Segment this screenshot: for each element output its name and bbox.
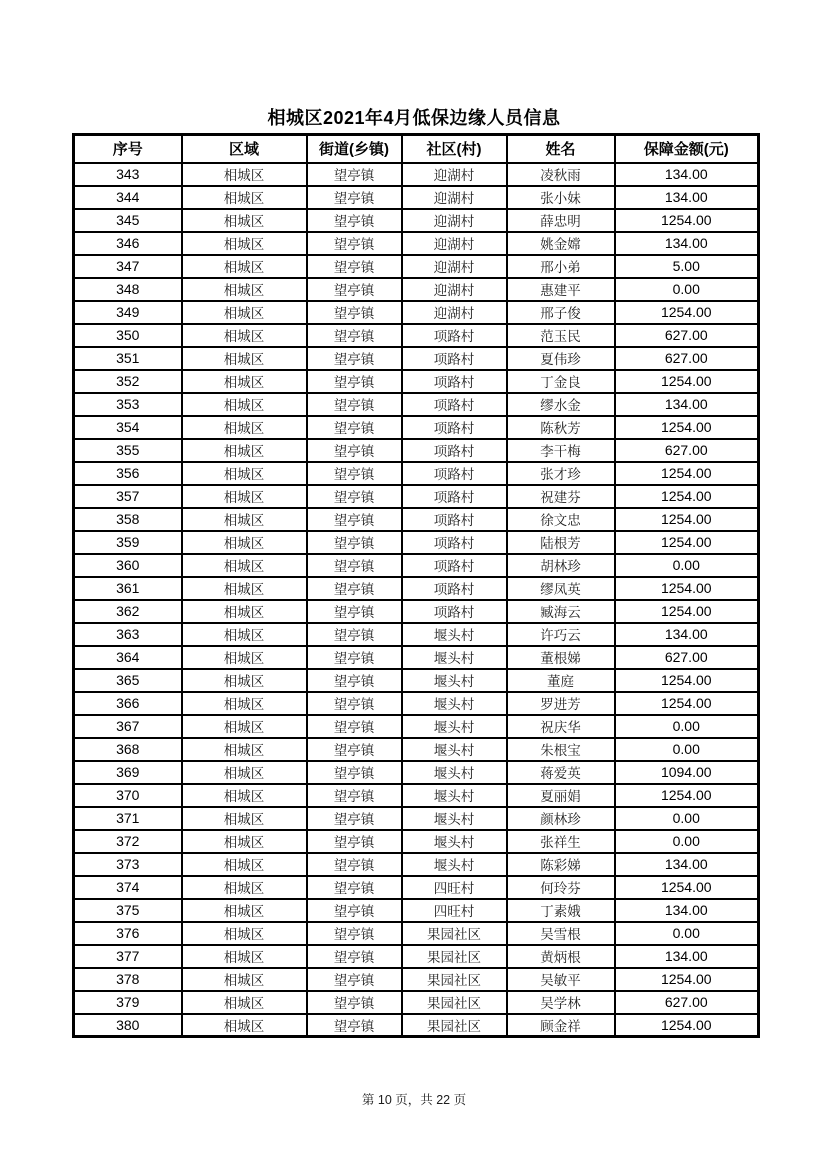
- page-title: 相城区2021年4月低保边缘人员信息: [267, 108, 561, 128]
- cell-name: 臧海云: [507, 600, 615, 623]
- cell-index: 345: [74, 209, 182, 232]
- cell-name: 凌秋雨: [507, 163, 615, 186]
- table-row: [74, 209, 759, 232]
- cell-village: 堰头村: [402, 784, 507, 807]
- cell-amount: 627.00: [615, 646, 759, 669]
- table-row: [74, 899, 759, 922]
- table-row: [74, 554, 759, 577]
- cell-village: 迎湖村: [402, 232, 507, 255]
- cell-amount: 1254.00: [615, 301, 759, 324]
- cell-region: 相城区: [182, 577, 307, 600]
- cell-index: 344: [74, 186, 182, 209]
- cell-village: 迎湖村: [402, 209, 507, 232]
- cell-amount: 134.00: [615, 623, 759, 646]
- cell-town: 望亭镇: [307, 623, 402, 646]
- cell-town: 望亭镇: [307, 554, 402, 577]
- table-row: [74, 623, 759, 646]
- cell-town: 望亭镇: [307, 968, 402, 991]
- table-row: [74, 968, 759, 991]
- cell-region: 相城区: [182, 623, 307, 646]
- cell-amount: 1254.00: [615, 508, 759, 531]
- cell-region: 相城区: [182, 370, 307, 393]
- cell-name: 邢小弟: [507, 255, 615, 278]
- cell-region: 相城区: [182, 508, 307, 531]
- cell-region: 相城区: [182, 232, 307, 255]
- cell-region: 相城区: [182, 830, 307, 853]
- cell-index: 352: [74, 370, 182, 393]
- cell-index: 365: [74, 669, 182, 692]
- cell-region: 相城区: [182, 324, 307, 347]
- cell-index: 370: [74, 784, 182, 807]
- cell-index: 373: [74, 853, 182, 876]
- cell-village: 果园社区: [402, 922, 507, 945]
- cell-amount: 0.00: [615, 807, 759, 830]
- cell-name: 许巧云: [507, 623, 615, 646]
- cell-amount: 0.00: [615, 738, 759, 761]
- cell-region: 相城区: [182, 531, 307, 554]
- table-row: [74, 577, 759, 600]
- cell-region: 相城区: [182, 991, 307, 1014]
- cell-index: 367: [74, 715, 182, 738]
- cell-town: 望亭镇: [307, 462, 402, 485]
- cell-town: 望亭镇: [307, 209, 402, 232]
- cell-village: 迎湖村: [402, 186, 507, 209]
- cell-index: 359: [74, 531, 182, 554]
- cell-name: 董庭: [507, 669, 615, 692]
- table-row: [74, 853, 759, 876]
- cell-index: 356: [74, 462, 182, 485]
- cell-village: 项路村: [402, 370, 507, 393]
- cell-region: 相城区: [182, 439, 307, 462]
- cell-region: 相城区: [182, 255, 307, 278]
- cell-region: 相城区: [182, 669, 307, 692]
- cell-name: 夏伟珍: [507, 347, 615, 370]
- cell-amount: 0.00: [615, 830, 759, 853]
- cell-index: 349: [74, 301, 182, 324]
- table-row: [74, 807, 759, 830]
- cell-amount: 134.00: [615, 853, 759, 876]
- cell-village: 项路村: [402, 324, 507, 347]
- cell-village: 果园社区: [402, 1014, 507, 1037]
- table-row: [74, 347, 759, 370]
- col-header-village: 社区(村): [402, 135, 507, 163]
- cell-name: 惠建平: [507, 278, 615, 301]
- table-row: [74, 186, 759, 209]
- cell-town: 望亭镇: [307, 301, 402, 324]
- cell-town: 望亭镇: [307, 370, 402, 393]
- cell-index: 363: [74, 623, 182, 646]
- table-row: [74, 784, 759, 807]
- cell-town: 望亭镇: [307, 807, 402, 830]
- cell-town: 望亭镇: [307, 761, 402, 784]
- cell-region: 相城区: [182, 853, 307, 876]
- cell-village: 项路村: [402, 462, 507, 485]
- cell-name: 缪水金: [507, 393, 615, 416]
- cell-name: 陆根芳: [507, 531, 615, 554]
- cell-amount: 134.00: [615, 186, 759, 209]
- cell-amount: 0.00: [615, 715, 759, 738]
- cell-village: 果园社区: [402, 968, 507, 991]
- table-row: [74, 163, 759, 186]
- table-row: [74, 945, 759, 968]
- cell-village: 项路村: [402, 508, 507, 531]
- cell-index: 348: [74, 278, 182, 301]
- table-row: [74, 922, 759, 945]
- cell-name: 薛忠明: [507, 209, 615, 232]
- cell-region: 相城区: [182, 692, 307, 715]
- header-row: [74, 135, 759, 163]
- cell-name: 何玲芬: [507, 876, 615, 899]
- cell-amount: 1254.00: [615, 462, 759, 485]
- cell-amount: 1254.00: [615, 669, 759, 692]
- cell-town: 望亭镇: [307, 531, 402, 554]
- table-row: [74, 232, 759, 255]
- cell-town: 望亭镇: [307, 646, 402, 669]
- cell-name: 缪凤英: [507, 577, 615, 600]
- cell-name: 朱根宝: [507, 738, 615, 761]
- cell-village: 迎湖村: [402, 255, 507, 278]
- cell-town: 望亭镇: [307, 163, 402, 186]
- cell-town: 望亭镇: [307, 255, 402, 278]
- cell-village: 堰头村: [402, 646, 507, 669]
- cell-amount: 134.00: [615, 393, 759, 416]
- table-row: [74, 416, 759, 439]
- cell-index: 374: [74, 876, 182, 899]
- cell-name: 陈秋芳: [507, 416, 615, 439]
- cell-village: 项路村: [402, 416, 507, 439]
- cell-town: 望亭镇: [307, 416, 402, 439]
- cell-index: 347: [74, 255, 182, 278]
- cell-amount: 1254.00: [615, 485, 759, 508]
- cell-amount: 1254.00: [615, 370, 759, 393]
- cell-town: 望亭镇: [307, 922, 402, 945]
- cell-town: 望亭镇: [307, 853, 402, 876]
- cell-region: 相城区: [182, 393, 307, 416]
- cell-amount: 1254.00: [615, 876, 759, 899]
- cell-name: 蒋爱英: [507, 761, 615, 784]
- cell-name: 黄炳根: [507, 945, 615, 968]
- cell-name: 姚金嫦: [507, 232, 615, 255]
- cell-index: 380: [74, 1014, 182, 1037]
- cell-index: 371: [74, 807, 182, 830]
- cell-region: 相城区: [182, 186, 307, 209]
- table-row: [74, 278, 759, 301]
- cell-town: 望亭镇: [307, 186, 402, 209]
- table-row: [74, 485, 759, 508]
- table-row: [74, 761, 759, 784]
- cell-name: 丁素娥: [507, 899, 615, 922]
- cell-region: 相城区: [182, 646, 307, 669]
- cell-region: 相城区: [182, 761, 307, 784]
- cell-amount: 627.00: [615, 324, 759, 347]
- cell-index: 354: [74, 416, 182, 439]
- cell-town: 望亭镇: [307, 485, 402, 508]
- cell-town: 望亭镇: [307, 945, 402, 968]
- table-row: [74, 715, 759, 738]
- table-row: [74, 508, 759, 531]
- cell-town: 望亭镇: [307, 1014, 402, 1037]
- col-header-index: 序号: [74, 135, 182, 163]
- cell-index: 372: [74, 830, 182, 853]
- cell-index: 361: [74, 577, 182, 600]
- cell-town: 望亭镇: [307, 324, 402, 347]
- cell-index: 366: [74, 692, 182, 715]
- cell-region: 相城区: [182, 600, 307, 623]
- cell-name: 吴敏平: [507, 968, 615, 991]
- cell-region: 相城区: [182, 922, 307, 945]
- table-row: [74, 600, 759, 623]
- table-body: [74, 163, 759, 1037]
- cell-index: 357: [74, 485, 182, 508]
- cell-village: 迎湖村: [402, 163, 507, 186]
- cell-name: 夏丽娟: [507, 784, 615, 807]
- table-row: [74, 1014, 759, 1037]
- table-row: [74, 669, 759, 692]
- cell-amount: 1254.00: [615, 531, 759, 554]
- cell-index: 351: [74, 347, 182, 370]
- cell-town: 望亭镇: [307, 784, 402, 807]
- cell-region: 相城区: [182, 416, 307, 439]
- cell-amount: 1254.00: [615, 577, 759, 600]
- table-row: [74, 439, 759, 462]
- cell-amount: 134.00: [615, 232, 759, 255]
- table-header: [74, 135, 759, 163]
- cell-amount: 1094.00: [615, 761, 759, 784]
- cell-index: 353: [74, 393, 182, 416]
- cell-amount: 0.00: [615, 278, 759, 301]
- cell-village: 四旺村: [402, 876, 507, 899]
- col-header-region: 区域: [182, 135, 307, 163]
- cell-name: 丁金良: [507, 370, 615, 393]
- cell-region: 相城区: [182, 485, 307, 508]
- col-header-town: 街道(乡镇): [307, 135, 402, 163]
- cell-amount: 1254.00: [615, 1014, 759, 1037]
- cell-village: 堰头村: [402, 738, 507, 761]
- cell-region: 相城区: [182, 807, 307, 830]
- cell-amount: 134.00: [615, 945, 759, 968]
- cell-amount: 627.00: [615, 439, 759, 462]
- cell-name: 顾金祥: [507, 1014, 615, 1037]
- cell-town: 望亭镇: [307, 393, 402, 416]
- cell-town: 望亭镇: [307, 232, 402, 255]
- cell-index: 375: [74, 899, 182, 922]
- cell-village: 迎湖村: [402, 278, 507, 301]
- table-row: [74, 531, 759, 554]
- cell-amount: 134.00: [615, 899, 759, 922]
- cell-region: 相城区: [182, 876, 307, 899]
- cell-amount: 1254.00: [615, 968, 759, 991]
- table-row: [74, 324, 759, 347]
- cell-region: 相城区: [182, 347, 307, 370]
- cell-town: 望亭镇: [307, 991, 402, 1014]
- cell-amount: 1254.00: [615, 416, 759, 439]
- cell-name: 吴雪根: [507, 922, 615, 945]
- table-row: [74, 991, 759, 1014]
- cell-town: 望亭镇: [307, 830, 402, 853]
- cell-name: 陈彩娣: [507, 853, 615, 876]
- cell-index: 343: [74, 163, 182, 186]
- cell-village: 堰头村: [402, 623, 507, 646]
- cell-amount: 1254.00: [615, 600, 759, 623]
- cell-village: 四旺村: [402, 899, 507, 922]
- cell-village: 项路村: [402, 577, 507, 600]
- table-row: [74, 462, 759, 485]
- cell-region: 相城区: [182, 1014, 307, 1037]
- cell-index: 368: [74, 738, 182, 761]
- page-number-footer: 第 10 页，共 22 页: [361, 1093, 467, 1107]
- table-row: [74, 255, 759, 278]
- cell-index: 376: [74, 922, 182, 945]
- cell-village: 果园社区: [402, 991, 507, 1014]
- cell-village: 堰头村: [402, 853, 507, 876]
- cell-region: 相城区: [182, 945, 307, 968]
- cell-village: 项路村: [402, 347, 507, 370]
- cell-amount: 1254.00: [615, 784, 759, 807]
- cell-town: 望亭镇: [307, 738, 402, 761]
- cell-village: 堰头村: [402, 830, 507, 853]
- cell-village: 果园社区: [402, 945, 507, 968]
- cell-name: 李干梅: [507, 439, 615, 462]
- cell-name: 徐文忠: [507, 508, 615, 531]
- cell-village: 堰头村: [402, 715, 507, 738]
- cell-town: 望亭镇: [307, 715, 402, 738]
- cell-town: 望亭镇: [307, 508, 402, 531]
- cell-village: 堰头村: [402, 761, 507, 784]
- table-row: [74, 876, 759, 899]
- cell-index: 379: [74, 991, 182, 1014]
- cell-name: 张祥生: [507, 830, 615, 853]
- cell-index: 350: [74, 324, 182, 347]
- cell-amount: 0.00: [615, 554, 759, 577]
- cell-name: 祝建芬: [507, 485, 615, 508]
- cell-region: 相城区: [182, 554, 307, 577]
- cell-town: 望亭镇: [307, 876, 402, 899]
- cell-index: 346: [74, 232, 182, 255]
- cell-name: 邢子俊: [507, 301, 615, 324]
- col-header-name: 姓名: [507, 135, 615, 163]
- cell-amount: 134.00: [615, 163, 759, 186]
- cell-town: 望亭镇: [307, 347, 402, 370]
- cell-amount: 0.00: [615, 922, 759, 945]
- cell-index: 358: [74, 508, 182, 531]
- table-row: [74, 301, 759, 324]
- cell-village: 项路村: [402, 531, 507, 554]
- cell-index: 364: [74, 646, 182, 669]
- cell-index: 355: [74, 439, 182, 462]
- cell-town: 望亭镇: [307, 439, 402, 462]
- cell-region: 相城区: [182, 462, 307, 485]
- cell-region: 相城区: [182, 899, 307, 922]
- cell-village: 堰头村: [402, 692, 507, 715]
- cell-name: 胡林珍: [507, 554, 615, 577]
- table-row: [74, 738, 759, 761]
- cell-village: 项路村: [402, 485, 507, 508]
- cell-village: 项路村: [402, 600, 507, 623]
- cell-name: 祝庆华: [507, 715, 615, 738]
- cell-village: 项路村: [402, 554, 507, 577]
- cell-region: 相城区: [182, 784, 307, 807]
- cell-region: 相城区: [182, 715, 307, 738]
- cell-town: 望亭镇: [307, 899, 402, 922]
- table-row: [74, 646, 759, 669]
- table-row: [74, 692, 759, 715]
- cell-region: 相城区: [182, 209, 307, 232]
- table-row: [74, 393, 759, 416]
- cell-village: 堰头村: [402, 807, 507, 830]
- cell-amount: 627.00: [615, 991, 759, 1014]
- cell-index: 360: [74, 554, 182, 577]
- cell-region: 相城区: [182, 738, 307, 761]
- cell-name: 张小妹: [507, 186, 615, 209]
- cell-index: 362: [74, 600, 182, 623]
- cell-village: 堰头村: [402, 669, 507, 692]
- cell-town: 望亭镇: [307, 669, 402, 692]
- cell-name: 董根娣: [507, 646, 615, 669]
- cell-name: 吴学林: [507, 991, 615, 1014]
- cell-name: 颜林珍: [507, 807, 615, 830]
- cell-village: 项路村: [402, 439, 507, 462]
- col-header-amount: 保障金额(元): [615, 135, 759, 163]
- cell-index: 378: [74, 968, 182, 991]
- cell-town: 望亭镇: [307, 278, 402, 301]
- cell-index: 369: [74, 761, 182, 784]
- cell-town: 望亭镇: [307, 600, 402, 623]
- cell-region: 相城区: [182, 278, 307, 301]
- cell-town: 望亭镇: [307, 692, 402, 715]
- cell-amount: 5.00: [615, 255, 759, 278]
- cell-amount: 627.00: [615, 347, 759, 370]
- cell-index: 377: [74, 945, 182, 968]
- cell-region: 相城区: [182, 301, 307, 324]
- cell-region: 相城区: [182, 163, 307, 186]
- cell-village: 项路村: [402, 393, 507, 416]
- cell-name: 范玉民: [507, 324, 615, 347]
- cell-amount: 1254.00: [615, 692, 759, 715]
- cell-name: 罗进芳: [507, 692, 615, 715]
- cell-village: 迎湖村: [402, 301, 507, 324]
- cell-amount: 1254.00: [615, 209, 759, 232]
- table-row: [74, 370, 759, 393]
- cell-town: 望亭镇: [307, 577, 402, 600]
- cell-name: 张才珍: [507, 462, 615, 485]
- table-row: [74, 830, 759, 853]
- cell-region: 相城区: [182, 968, 307, 991]
- benefit-info-table: [72, 133, 760, 1038]
